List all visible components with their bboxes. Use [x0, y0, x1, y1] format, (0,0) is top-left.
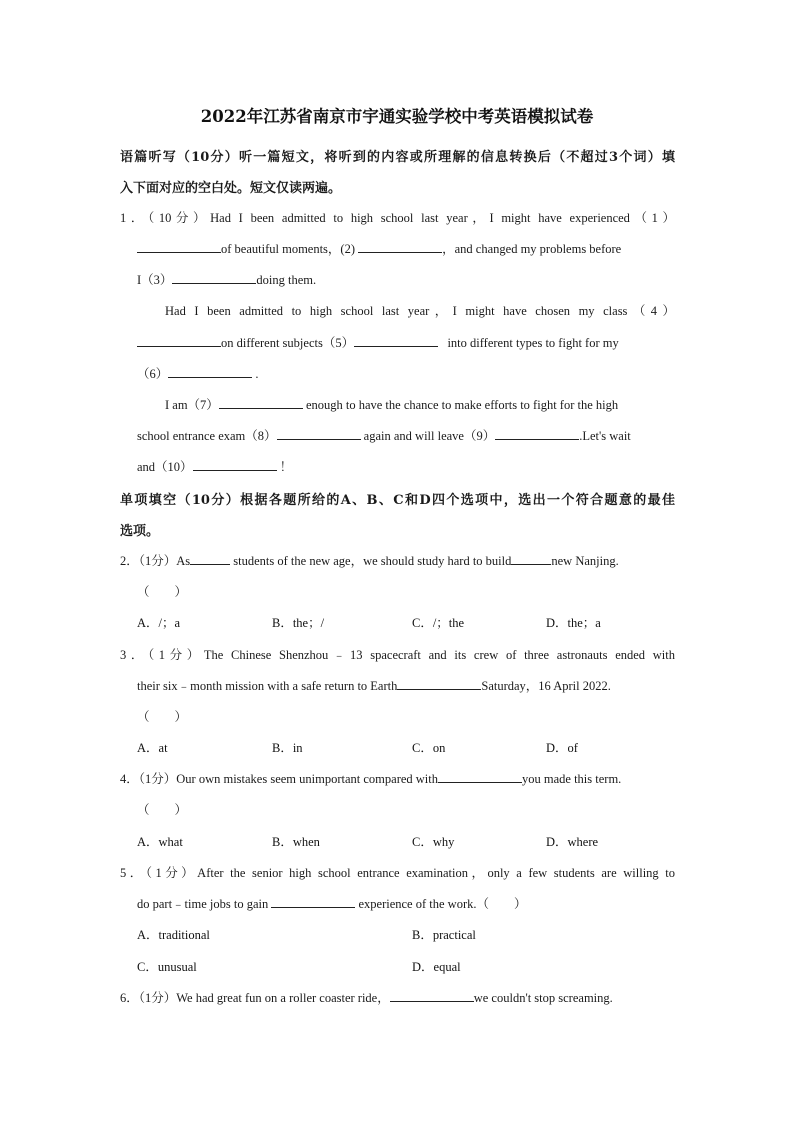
q3-answer-paren: （ ） — [137, 710, 188, 724]
q3-stem-line-2: their six﹣month mission with a safe return to Earth Saturday，16 April 2022. — [137, 679, 611, 693]
q6-stem: 6．（1分）We had great fun on a roller coaster ride， we couldn't stop screaming. — [120, 991, 613, 1005]
q2-option-b[interactable]: B．the；/ — [272, 616, 325, 630]
blank-7[interactable] — [219, 397, 303, 409]
q2-option-d[interactable]: D．the；a — [546, 616, 601, 630]
q3-option-c[interactable]: C．on — [412, 741, 446, 755]
q4-option-b[interactable]: B．when — [272, 835, 320, 849]
q2-option-a[interactable]: A．/；a — [137, 616, 181, 630]
blank-6[interactable] — [168, 366, 252, 378]
blank-10[interactable] — [193, 459, 277, 471]
section-2-instruction-line-1: 单项填空（10分）根据各题所给的A、B、C和D四个选项中，选出一个符合题意的最佳 — [120, 493, 675, 508]
blank-2[interactable] — [358, 241, 442, 253]
q4-option-c[interactable]: C．why — [412, 835, 455, 849]
q1-paragraph-2-line-2: on different subjects（5） into different types to fight for my — [137, 333, 619, 351]
q2-answer-paren: （ ） — [137, 585, 188, 599]
blank-8[interactable] — [277, 428, 361, 440]
q3-blank[interactable] — [397, 678, 481, 690]
q5-option-b[interactable]: B．practical — [412, 928, 476, 942]
q1-paragraph-3-line-1: I am（7） enough to have the chance to make efforts to fight for the high — [165, 398, 619, 412]
q4-option-a[interactable]: A．what — [137, 835, 183, 849]
q1-paragraph-3-line-2: school entrance exam（8） again and will leave（9） .Let's wait — [137, 429, 631, 443]
q2-stem: 2．（1分）As students of the new age，we should study hard to build new Nanjing. — [120, 554, 619, 568]
blank-4[interactable] — [137, 335, 221, 347]
q4-stem: 4．（1分）Our own mistakes seem unimportant compared with you made this term. — [120, 772, 622, 786]
q5-option-a[interactable]: A．traditional — [137, 928, 210, 942]
section-2-instruction-line-2: 选项。 — [120, 524, 160, 539]
blank-3[interactable] — [172, 272, 256, 284]
q1-paragraph-2-line-1: Had I been admitted to high school last year，I might have chosen my class（4） — [165, 304, 675, 318]
blank-5[interactable] — [354, 335, 438, 347]
q5-stem-line-1: 5．（1分）After the senior high school entrance examination，only a few students are willing to — [120, 866, 675, 880]
q4-option-d[interactable]: D．where — [546, 835, 599, 849]
q3-option-a[interactable]: A．at — [137, 741, 168, 755]
q5-option-d[interactable]: D．equal — [412, 960, 461, 974]
page-title: 2022年江苏省南京市宇通实验学校中考英语模拟试卷 — [200, 107, 594, 126]
q5-stem-line-2: do part﹣time jobs to gain experience of the work.（ ） — [137, 897, 527, 911]
q5-option-c[interactable]: C．unusual — [137, 960, 197, 974]
blank-1[interactable] — [137, 241, 221, 253]
blank-9[interactable] — [495, 428, 579, 440]
q4-blank[interactable] — [438, 771, 522, 783]
q3-stem-line-1: 3．（1分）The Chinese Shenzhou﹣13 spacecraft and its crew of three astronauts ended with — [120, 648, 675, 662]
q2-blank-1[interactable] — [190, 553, 230, 565]
q3-option-b[interactable]: B．in — [272, 741, 303, 755]
q1-paragraph-2-line-3: （6） . — [137, 367, 259, 381]
q6-blank[interactable] — [390, 990, 474, 1002]
q2-option-c[interactable]: C．/；the — [412, 616, 465, 630]
q1-paragraph-1-line-1: 1．（10分）Had I been admitted to high school last year，I might have experienced（1） — [120, 211, 675, 225]
section-1-instruction-line-1: 语篇听写（10分）听一篇短文，将听到的内容或所理解的信息转换后（不超过3个词）填 — [120, 150, 675, 165]
q2-blank-2[interactable] — [511, 553, 551, 565]
q3-option-d[interactable]: D．of — [546, 741, 578, 755]
q5-blank[interactable] — [271, 896, 355, 908]
section-1-instruction-line-2: 入下面对应的空白处。短文仅读两遍。 — [120, 181, 342, 196]
q4-answer-paren: （ ） — [137, 803, 188, 817]
q1-paragraph-1-line-2: of beautiful moments，(2) ，and changed my problems before — [137, 239, 621, 257]
q1-paragraph-1-line-3: I（3） doing them. — [137, 273, 317, 287]
q1-paragraph-3-line-3: and（10） ！ — [137, 460, 293, 474]
